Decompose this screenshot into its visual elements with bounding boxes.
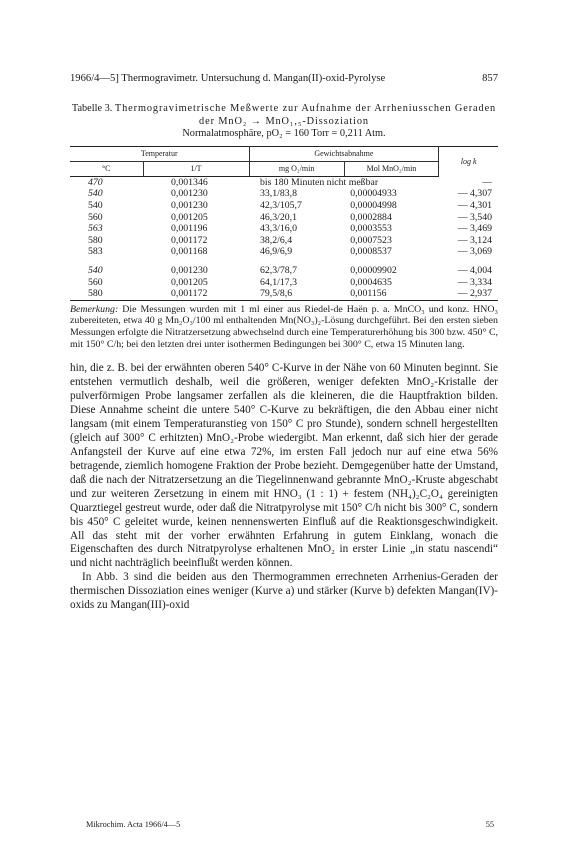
table-note bbox=[70, 304, 498, 350]
cell-log-k: — 4,307 bbox=[457, 188, 492, 200]
cell-temperature: 580 bbox=[88, 288, 103, 300]
cell-log-k: — 3,540 bbox=[457, 211, 492, 223]
cell-log-k: — 2,937 bbox=[457, 288, 492, 300]
page-footer bbox=[86, 820, 494, 829]
note-label: Bemerkung: bbox=[70, 303, 119, 315]
cell-inverse-t: 0,001230 bbox=[171, 264, 208, 276]
paragraph: hin, die z. B. bei der erwähnten oberen 540° C-Kurve in der Nähe von 60 Minuten beginnt. Sie entstehen vermutlich deshalb, weil die größeren, weniger defekten MnO₂-Kristalle der pulverförmigen Probe langsamer zerfallen als die kleineren, die die Hauptfraktion bilden. Diese Annahme scheint die untere 540° C-Kurve zu bekräftigen, die den Abbau einer nicht langsam (mit einem Temperaturanstieg von 150° C pro Stunde), sondern schnell hergestellten (gleich auf 300° C erhitzten) MnO₂-Probe wiedergibt. Man erkennt, daß sich hier der gerade Anfangsteil der Kurve auf eine etwa 72%, im ersten Fall jedoch nur auf eine etwa 56% betragende, ziemlich homogene Fraktion der Probe bezieht. Demgegenüber hatte der Umstand, daß die nach der Nitratzersetzung an die Tiegelinnenwand gebrannte MnO₂-Kruste abgeschabt und zur weiteren Zersetzung in einem mit HNO₃ (1 : 1) + festem (NH₄)₂C₂O₄ gereinigten Quarztiegel gestreut wurde, oder daß die Nitratpyrolyse mit 150° C/h nicht bis 300° C, sondern bis 450° C geleitet wurde, keinen nennenswerten Einfluß auf die Reaktionsgeschwindigkeit. All das steht mit der vorher erwähnten Erfahrung in gutem Einklang, wonach die Eigenschaften des durch Nitratpyrolyse erhaltenen MnO₂ in erster Linie „in statu nascendi“ und nicht nachträglich beeinflußt werden können. bbox=[70, 362, 498, 570]
page bbox=[70, 72, 498, 613]
cell-temperature: 540 bbox=[88, 264, 103, 276]
cell-log-k: — 3,469 bbox=[457, 223, 492, 235]
cell-inverse-t: 0,001205 bbox=[171, 211, 208, 223]
cell-mol-mno2: 0,00009902 bbox=[350, 264, 397, 276]
col-celsius: °C bbox=[70, 161, 143, 176]
body-text bbox=[70, 362, 498, 613]
cell-temperature: 560 bbox=[88, 211, 103, 223]
cell-temperature: 540 bbox=[88, 199, 103, 211]
running-head-page-number: 857 bbox=[482, 73, 498, 84]
table-row bbox=[70, 223, 498, 235]
cell-inverse-t: 0,001172 bbox=[171, 288, 208, 300]
running-head bbox=[70, 72, 498, 85]
cell-mg-o2: 79,5/8,6 bbox=[260, 288, 293, 300]
table-row bbox=[70, 235, 498, 247]
table-row bbox=[70, 277, 498, 289]
table-row bbox=[70, 200, 498, 212]
note-text: Die Messungen wurden mit 1 ml einer aus Riedel-de Haën p. a. MnCO₃ und konz. HNO₃ zubereiteten, etwa 40 g Mn₂O₃/100 ml enthaltenden Mn(NO₃)₂-Lösung durchgeführt. Bei den ersten sieben Messungen erfolgte die Nitratzersetzung abwechselnd durch eine Temperaturerhöhung bis 300 bzw. 450° C, mit 150° C/h; bei den letzten drei unter isothermen Bedingungen bei 300° C, etwa 15 Minuten lang. bbox=[70, 303, 499, 350]
footer-journal: Mikrochim. Acta 1966/4—5 bbox=[86, 820, 181, 829]
cell-log-k: — 4,301 bbox=[457, 199, 492, 211]
cell-log-k: — 3,334 bbox=[457, 276, 492, 288]
cell-temperature: 560 bbox=[88, 276, 103, 288]
cell-mg-o2: 64,1/17,3 bbox=[260, 276, 298, 288]
table-body bbox=[70, 176, 498, 300]
cell-mol-mno2: 0,0003553 bbox=[350, 223, 392, 235]
cell-temperature: 470 bbox=[88, 176, 103, 188]
table-row bbox=[70, 188, 498, 200]
cell-mol-mno2: 0,00004998 bbox=[350, 199, 397, 211]
cell-inverse-t: 0,001172 bbox=[171, 234, 208, 246]
cell-mol-mno2: 0,0008537 bbox=[350, 246, 392, 258]
cell-inverse-t: 0,001230 bbox=[171, 199, 208, 211]
cell-temperature: 563 bbox=[88, 223, 103, 235]
table-row bbox=[70, 258, 498, 277]
table-label: Tabelle 3. bbox=[71, 103, 113, 114]
cell-log-k: — bbox=[482, 176, 492, 188]
table-subtitle: Normalatmosphäre, pO₂ = 160 Torr = 0,211 Atm. bbox=[182, 128, 386, 140]
table-row bbox=[70, 246, 498, 258]
header-log-k: log k bbox=[439, 146, 498, 176]
cell-inverse-t: 0,001196 bbox=[171, 223, 208, 235]
paragraph: In Abb. 3 sind die beiden aus den Thermogrammen errechneten Arrhenius-Geraden der thermischen Dissoziation eines weniger (Kurve a) und stärker (Kurve b) defekten Mangan(IV)-oxids zu Mangan(III)-oxid bbox=[70, 571, 498, 612]
data-table bbox=[70, 146, 498, 302]
col-mol-mno2: Mol MnO₂/min bbox=[344, 161, 439, 176]
table-title: Thermogravimetrische Meßwerte zur Aufnahme der Arrheniusschen Geraden der MnO₂ → MnO₁,₅-Dissoziation bbox=[114, 103, 497, 127]
cell-mg-o2: 46,3/20,1 bbox=[260, 211, 298, 223]
cell-temperature: 580 bbox=[88, 234, 103, 246]
header-weight-loss: Gewichtsabnahme bbox=[249, 146, 439, 161]
table-row bbox=[70, 176, 498, 188]
cell-mol-mno2: 0,0004635 bbox=[350, 276, 392, 288]
cell-mg-o2: 38,2/6,4 bbox=[260, 234, 293, 246]
cell-mol-mno2: 0,0002884 bbox=[350, 211, 392, 223]
running-head-title: 1966/4—5] Thermogravimetr. Untersuchung d. Mangan(II)-oxid-Pyrolyse bbox=[70, 73, 386, 84]
cell-temperature: 540 bbox=[88, 188, 103, 200]
cell-inverse-t: 0,001230 bbox=[171, 188, 208, 200]
cell-inverse-t: 0,001205 bbox=[171, 276, 208, 288]
table-row bbox=[70, 212, 498, 224]
cell-log-k: — 4,004 bbox=[457, 264, 492, 276]
cell-mg-o2: 43,3/16,0 bbox=[260, 223, 298, 235]
cell-mol-mno2: 0,00004933 bbox=[350, 188, 397, 200]
cell-mol-mno2: 0,0007523 bbox=[350, 234, 392, 246]
cell-note-span: bis 180 Minuten nicht meßbar bbox=[260, 176, 379, 188]
cell-log-k: — 3,069 bbox=[457, 246, 492, 258]
cell-mg-o2: 46,9/6,9 bbox=[260, 246, 293, 258]
cell-temperature: 583 bbox=[88, 246, 103, 258]
table-caption bbox=[70, 103, 498, 141]
cell-mg-o2: 62,3/78,7 bbox=[260, 264, 298, 276]
header-temperature: Temperatur bbox=[70, 146, 249, 161]
cell-inverse-t: 0,001346 bbox=[171, 176, 208, 188]
cell-mol-mno2: 0,001156 bbox=[350, 288, 387, 300]
col-inverse-t: 1/T bbox=[143, 161, 249, 176]
table-row bbox=[70, 288, 498, 300]
cell-mg-o2: 33,1/83,8 bbox=[260, 188, 298, 200]
col-mg-o2: mg O₂/min bbox=[249, 161, 344, 176]
cell-log-k: — 3,124 bbox=[457, 234, 492, 246]
cell-mg-o2: 42,3/105,7 bbox=[260, 199, 302, 211]
footer-page-number: 55 bbox=[485, 820, 494, 829]
cell-inverse-t: 0,001168 bbox=[171, 246, 208, 258]
